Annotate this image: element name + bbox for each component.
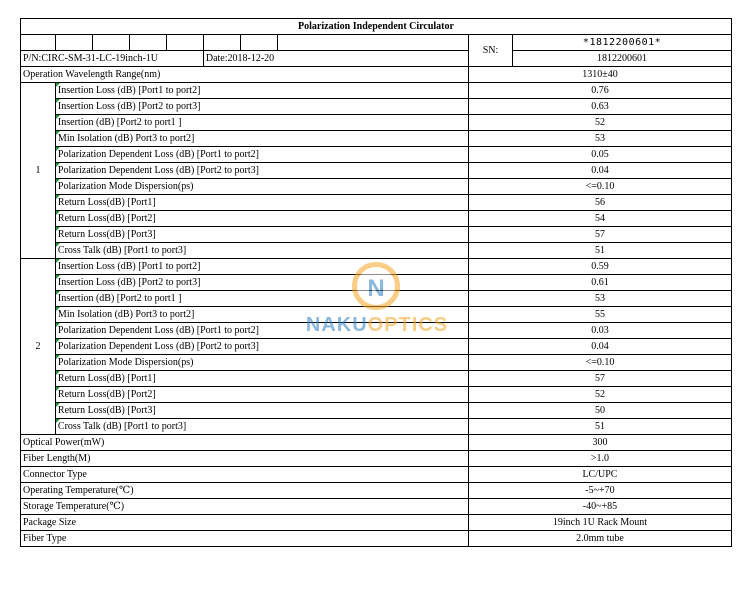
measurement-label: Insertion Loss (dB) [Port1 to port2] <box>55 83 468 99</box>
measurement-row <box>21 115 732 131</box>
measurement-label: Return Loss(dB) [Port3] <box>55 227 468 243</box>
spec-value: 2.0mm tube <box>468 531 731 547</box>
measurement-value: 0.63 <box>468 99 731 115</box>
measurement-label: Polarization Dependent Loss (dB) [Port1 to port2] <box>55 323 468 339</box>
spec-row <box>21 515 732 531</box>
spec-row <box>21 467 732 483</box>
wavelength-row <box>21 67 732 83</box>
measurement-row <box>21 131 732 147</box>
measurement-label: Polarization Dependent Loss (dB) [Port2 to port3] <box>55 339 468 355</box>
measurement-row <box>21 419 732 435</box>
spec-table <box>20 18 732 547</box>
measurement-row <box>21 355 732 371</box>
measurement-label: Polarization Mode Dispersion(ps) <box>55 179 468 195</box>
spec-label: Optical Power(mW) <box>21 435 469 451</box>
measurement-value: 57 <box>468 371 731 387</box>
measurement-label: Return Loss(dB) [Port3] <box>55 403 468 419</box>
measurement-value: 56 <box>468 195 731 211</box>
sn-value: 1812200601 <box>513 51 732 67</box>
measurement-row <box>21 147 732 163</box>
measurement-row <box>21 243 732 259</box>
measurement-value: 57 <box>468 227 731 243</box>
measurement-row <box>21 163 732 179</box>
measurement-value: 54 <box>468 211 731 227</box>
measurement-label: Cross Talk (dB) [Port1 to port3] <box>55 243 468 259</box>
spec-label: Fiber Type <box>21 531 469 547</box>
part-number: P/N:CIRC-SM-31-LC-19inch-1U <box>21 51 204 67</box>
header-row-bottom <box>21 51 732 67</box>
measurement-label: Insertion Loss (dB) [Port1 to port2] <box>55 259 468 275</box>
watermark-text-part1: NAKU <box>305 314 368 336</box>
spec-sheet <box>20 18 732 547</box>
measurement-label: Min Isolation (dB) Port3 to port2] <box>55 131 468 147</box>
measurement-value: 51 <box>468 243 731 259</box>
measurement-value: 51 <box>468 419 731 435</box>
measurement-value: 0.03 <box>468 323 731 339</box>
measurement-row <box>21 99 732 115</box>
spec-row <box>21 499 732 515</box>
measurement-value: <=0.10 <box>468 355 731 371</box>
spec-table-body <box>21 19 732 547</box>
spec-label: Fiber Length(M) <box>21 451 469 467</box>
measurement-value: 0.61 <box>468 275 731 291</box>
measurement-row <box>21 291 732 307</box>
spec-row <box>21 451 732 467</box>
watermark-letter: N <box>367 275 385 302</box>
spec-label: Package Size <box>21 515 469 531</box>
spec-row <box>21 483 732 499</box>
watermark-text-part2: OPTICS <box>367 314 449 336</box>
title-row <box>21 19 732 35</box>
measurement-value: <=0.10 <box>468 179 731 195</box>
spec-row <box>21 531 732 547</box>
measurement-row <box>21 195 732 211</box>
date: Date:2018-12-20 <box>203 51 468 67</box>
spec-value: -40~+85 <box>468 499 731 515</box>
spec-value: 19inch 1U Rack Mount <box>468 515 731 531</box>
spec-label: Storage Temperature(℃) <box>21 499 469 515</box>
measurement-label: Insertion Loss (dB) [Port2 to port3] <box>55 275 468 291</box>
measurement-value: 0.04 <box>468 163 731 179</box>
group-index: 1 <box>21 83 56 259</box>
measurement-label: Min Isolation (dB) Port3 to port2] <box>55 307 468 323</box>
group-index: 2 <box>21 259 56 435</box>
measurement-value: 0.59 <box>468 259 731 275</box>
measurement-row <box>21 259 732 275</box>
measurement-row <box>21 179 732 195</box>
sn-label: SN: <box>468 35 512 67</box>
measurement-value: 52 <box>468 387 731 403</box>
sn-barcode-text: *1812200601* <box>513 35 732 51</box>
measurement-row <box>21 403 732 419</box>
measurement-row <box>21 323 732 339</box>
measurement-row <box>21 339 732 355</box>
measurement-row <box>21 227 732 243</box>
measurement-row <box>21 275 732 291</box>
spec-value: -5~+70 <box>468 483 731 499</box>
measurement-value: 0.05 <box>468 147 731 163</box>
spec-value: 300 <box>468 435 731 451</box>
spec-value: LC/UPC <box>468 467 731 483</box>
measurement-label: Return Loss(dB) [Port1] <box>55 371 468 387</box>
measurement-value: 0.76 <box>468 83 731 99</box>
measurement-label: Return Loss(dB) [Port2] <box>55 211 468 227</box>
measurement-label: Polarization Dependent Loss (dB) [Port2 to port3] <box>55 163 468 179</box>
spec-label: Connector Type <box>21 467 469 483</box>
measurement-label: Return Loss(dB) [Port2] <box>55 387 468 403</box>
wavelength-value: 1310±40 <box>468 67 731 83</box>
measurement-label: Insertion (dB) [Port2 to port1 ] <box>55 115 468 131</box>
wavelength-label: Operation Wavelength Range(nm) <box>21 67 469 83</box>
measurement-row <box>21 211 732 227</box>
measurement-label: Return Loss(dB) [Port1] <box>55 195 468 211</box>
spec-label: Operating Temperature(℃) <box>21 483 469 499</box>
measurement-label: Polarization Dependent Loss (dB) [Port1 to port2] <box>55 147 468 163</box>
measurement-row <box>21 83 732 99</box>
header-row-top <box>21 35 732 51</box>
measurement-value: 53 <box>468 291 731 307</box>
measurement-row <box>21 307 732 323</box>
measurement-value: 52 <box>468 115 731 131</box>
page-title: Polarization Independent Circulator <box>21 19 732 35</box>
measurement-label: Insertion (dB) [Port2 to port1 ] <box>55 291 468 307</box>
measurement-row <box>21 387 732 403</box>
measurement-label: Cross Talk (dB) [Port1 to port3] <box>55 419 468 435</box>
measurement-value: 0.04 <box>468 339 731 355</box>
measurement-row <box>21 371 732 387</box>
measurement-value: 50 <box>468 403 731 419</box>
measurement-label: Polarization Mode Dispersion(ps) <box>55 355 468 371</box>
measurement-value: 53 <box>468 131 731 147</box>
spec-value: >1.0 <box>468 451 731 467</box>
spec-row <box>21 435 732 451</box>
measurement-label: Insertion Loss (dB) [Port2 to port3] <box>55 99 468 115</box>
measurement-value: 55 <box>468 307 731 323</box>
